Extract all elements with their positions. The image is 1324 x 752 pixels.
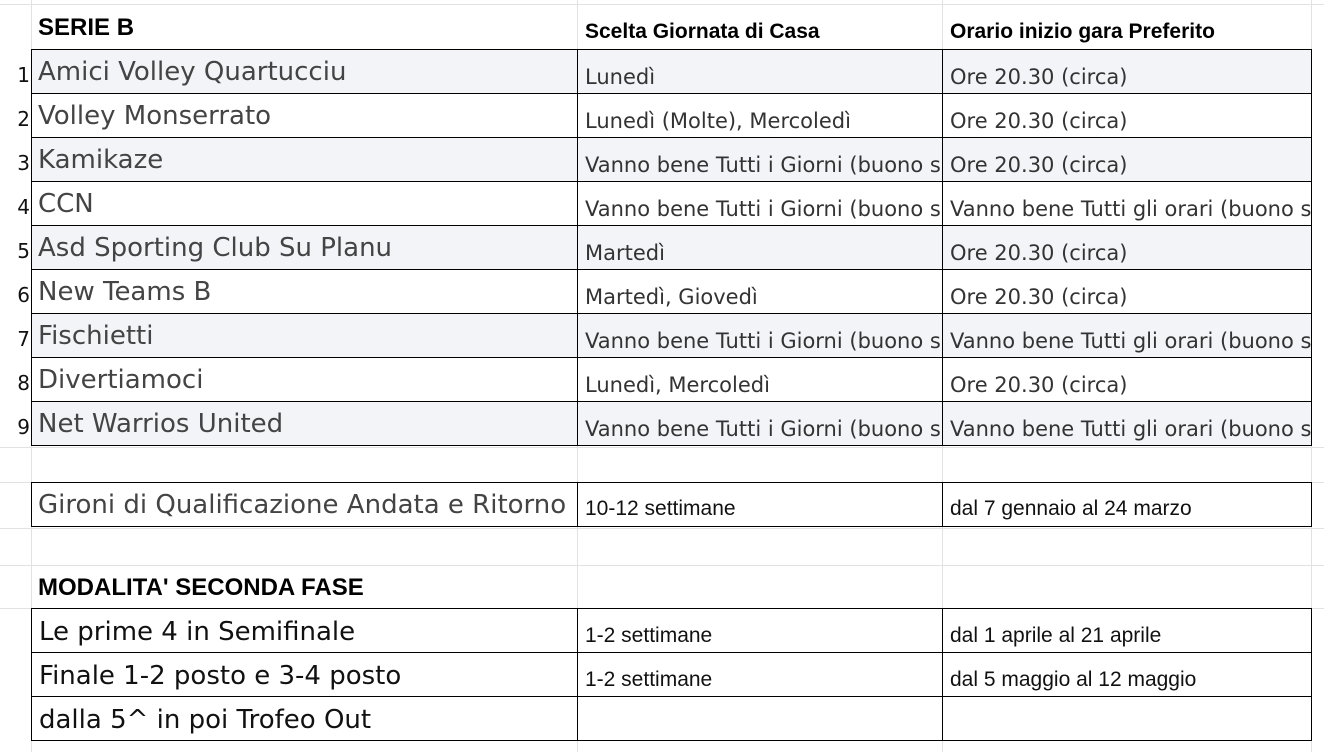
start-time-cell[interactable]: [942, 357, 1312, 402]
start-time-cell[interactable]: [942, 401, 1312, 446]
start-time-cell[interactable]: [942, 313, 1312, 358]
phase-dates: dal 5 maggio al 12 maggio: [950, 668, 1197, 691]
home-day-value: Vanno bene Tutti i Giorni (buono s: [585, 329, 941, 353]
qualification-label-cell[interactable]: [31, 482, 578, 527]
row-number: 7: [17, 327, 30, 351]
home-day-cell[interactable]: [577, 401, 943, 446]
qualification-duration-cell[interactable]: [577, 482, 943, 527]
team-name-cell[interactable]: [31, 357, 578, 402]
home-day-cell[interactable]: [577, 181, 943, 226]
team-name: Asd Sporting Club Su Planu: [38, 233, 393, 263]
phase-dates-cell[interactable]: [942, 652, 1312, 697]
home-day-value: Lunedì (Molte), Mercoledì: [585, 109, 851, 133]
phase-duration: 1-2 settimane: [585, 668, 713, 691]
team-name-cell[interactable]: [31, 49, 578, 94]
team-name: Volley Monserrato: [38, 101, 272, 131]
team-name: Fischietti: [38, 321, 154, 351]
start-time-value: Vanno bene Tutti gli orari (buono s: [950, 417, 1312, 441]
home-day-value: Vanno bene Tutti i Giorni (buono s: [585, 417, 941, 441]
team-name: Net Warrios United: [38, 409, 284, 439]
start-time-cell[interactable]: [942, 93, 1312, 138]
start-time-cell[interactable]: [942, 137, 1312, 182]
home-day-value: Martedì: [585, 241, 665, 265]
phase-duration: 1-2 settimane: [585, 624, 713, 647]
row-number: 1: [17, 63, 30, 87]
start-time-value: Vanno bene Tutti gli orari (buono s: [950, 197, 1312, 221]
start-time-value: Ore 20.30 (circa): [950, 241, 1128, 265]
phase-label: Finale 1-2 posto e 3-4 posto: [39, 661, 402, 691]
qualification-dates: dal 7 gennaio al 24 marzo: [950, 497, 1192, 520]
qualification-duration: 10-12 settimane: [585, 497, 736, 520]
qualification-dates-cell[interactable]: [942, 482, 1312, 527]
start-time-cell[interactable]: [942, 181, 1312, 226]
phase-label: Le prime 4 in Semifinale: [39, 617, 356, 647]
home-day-cell[interactable]: [577, 357, 943, 402]
home-day-value: Martedì, Giovedì: [585, 285, 758, 309]
home-day-cell[interactable]: [577, 137, 943, 182]
row-number: 5: [17, 239, 30, 263]
team-name-cell[interactable]: [31, 137, 578, 182]
row-number: 4: [17, 195, 30, 219]
phase-label-cell[interactable]: [31, 696, 578, 741]
home-day-cell[interactable]: [577, 225, 943, 270]
start-time-cell[interactable]: [942, 49, 1312, 94]
phase-duration-cell[interactable]: [577, 608, 943, 653]
phase-dates: dal 1 aprile al 21 aprile: [950, 624, 1162, 647]
team-name-cell[interactable]: [31, 269, 578, 314]
start-time-value: Ore 20.30 (circa): [950, 153, 1128, 177]
team-name: Divertiamoci: [38, 365, 204, 395]
home-day-cell[interactable]: [577, 49, 943, 94]
home-day-value: Vanno bene Tutti i Giorni (buono s: [585, 197, 941, 221]
sheet-title[interactable]: SERIE B: [38, 14, 135, 41]
team-name: New Teams B: [38, 277, 212, 307]
team-name-cell[interactable]: [31, 93, 578, 138]
qualification-label: Gironi di Qualificazione Andata e Ritorno: [38, 490, 567, 520]
row-number: 8: [17, 371, 30, 395]
start-time-value: Ore 20.30 (circa): [950, 373, 1128, 397]
start-time-value: Ore 20.30 (circa): [950, 285, 1128, 309]
start-time-value: Ore 20.30 (circa): [950, 109, 1128, 133]
column-header-time[interactable]: Orario inizio gara Preferito: [950, 20, 1215, 43]
start-time-cell[interactable]: [942, 225, 1312, 270]
team-name-cell[interactable]: [31, 181, 578, 226]
team-name-cell[interactable]: [31, 225, 578, 270]
phase-dates-cell[interactable]: [942, 696, 1312, 741]
home-day-value: Lunedì, Mercoledì: [585, 373, 770, 397]
home-day-cell[interactable]: [577, 269, 943, 314]
phase-label-cell[interactable]: [31, 608, 578, 653]
row-number: 6: [17, 283, 30, 307]
row-number: 9: [17, 415, 30, 439]
phase-duration-cell[interactable]: [577, 696, 943, 741]
start-time-cell[interactable]: [942, 269, 1312, 314]
row-number: 3: [17, 151, 30, 175]
start-time-value: Vanno bene Tutti gli orari (buono s: [950, 329, 1312, 353]
row-number: 2: [17, 107, 30, 131]
team-name-cell[interactable]: [31, 313, 578, 358]
team-name: CCN: [38, 189, 94, 219]
start-time-value: Ore 20.30 (circa): [950, 65, 1128, 89]
home-day-value: Vanno bene Tutti i Giorni (buono s: [585, 153, 941, 177]
home-day-value: Lunedì: [585, 65, 656, 89]
team-name: Kamikaze: [38, 145, 164, 175]
column-header-day[interactable]: Scelta Giornata di Casa: [585, 20, 820, 43]
home-day-cell[interactable]: [577, 93, 943, 138]
team-name-cell[interactable]: [31, 401, 578, 446]
team-name: Amici Volley Quartucciu: [38, 57, 347, 87]
second-phase-title[interactable]: MODALITA' SECONDA FASE: [38, 574, 364, 601]
home-day-cell[interactable]: [577, 313, 943, 358]
phase-label-cell[interactable]: [31, 652, 578, 697]
phase-dates-cell[interactable]: [942, 608, 1312, 653]
phase-duration-cell[interactable]: [577, 652, 943, 697]
phase-label: dalla 5^ in poi Trofeo Out: [39, 705, 372, 735]
